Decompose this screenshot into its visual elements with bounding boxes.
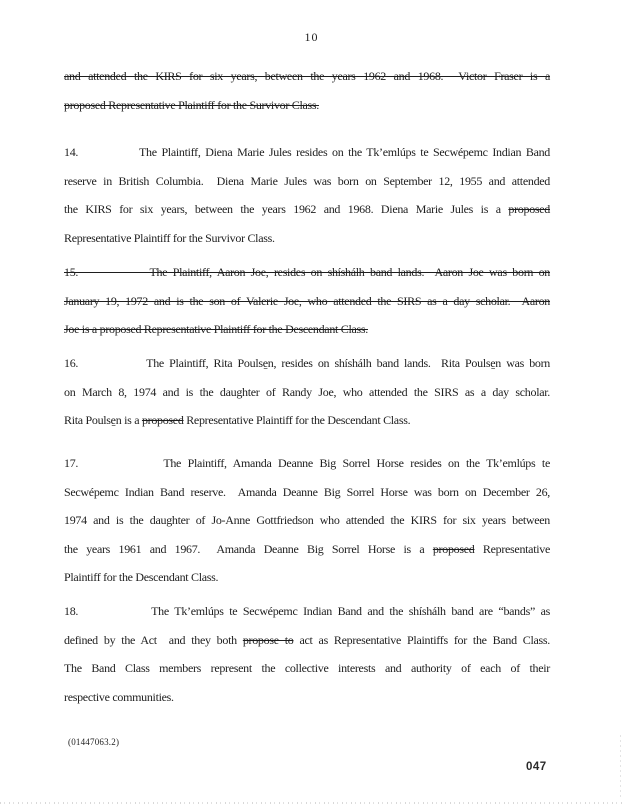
struck-text-run: 15. The Plaintiff, Aaron Joe, resides on shíshálh band lands. Aaron Joe was born on xyxy=(64,265,550,279)
text-line xyxy=(64,287,550,316)
struck-text-run: proposed Representative Plaintiff for the Survivor Class. xyxy=(64,97,319,112)
text-run: the years 1961 and 1967. Amanda Deanne Big Sorrel Horse is a xyxy=(64,541,433,556)
text-line xyxy=(64,654,550,683)
paragraph-17 xyxy=(64,449,550,592)
text-line xyxy=(64,449,550,478)
bates-stamp-number: 047 xyxy=(526,761,547,773)
text-line xyxy=(64,378,550,407)
text-line xyxy=(64,406,550,435)
text-run: Representative xyxy=(474,541,550,556)
paragraph-15-struck xyxy=(64,258,550,344)
text-line xyxy=(64,683,550,712)
page-number: 10 xyxy=(304,30,319,44)
footer-document-id: (01447063.2) xyxy=(68,737,120,747)
struck-text-run: and attended the KIRS for six years, between the years 1962 and 1968. Victor Fraser is a xyxy=(64,69,550,83)
paragraph-18 xyxy=(64,597,550,711)
text-run: 17. The Plaintiff, Amanda Deanne Big Sorrel Horse resides on the Tk’emlúps te xyxy=(64,456,550,470)
text-run: the KIRS for six years, between the years 1962 and 1968. Diena Marie Jules is a xyxy=(64,202,509,216)
text-line xyxy=(64,349,550,378)
paragraph-14 xyxy=(64,138,550,252)
text-run: reserve in British Columbia. Diena Marie Jules was born on September 12, 1955 and attended xyxy=(64,173,550,188)
text-line xyxy=(64,626,550,655)
text-run: 1974 and is the daughter of Jo-Anne Gottfriedson who attended the KIRS for six years between xyxy=(64,513,550,527)
text-line xyxy=(64,138,550,167)
text-run: Plaintiff for the Descendant Class. xyxy=(64,570,219,584)
text-line xyxy=(64,315,550,344)
struck-text-run: proposed xyxy=(141,413,184,427)
text-run: 16. The Plaintiff, Rita Poulse̱n, resides on shíshálh band lands. Rita Poulse̱n was born xyxy=(64,356,550,370)
text-line xyxy=(64,62,550,91)
struck-text-run: January 19, 1972 and is the son of Valerie Joe, who attended the SIRS as a day scholar. Aaron xyxy=(64,293,550,308)
paragraph-13-continuation-struck xyxy=(64,62,550,119)
text-line xyxy=(64,167,550,196)
text-run: Secwépemc Indian Band reserve. Amanda Deanne Big Sorrel Horse was born on December 26, xyxy=(64,484,550,499)
paragraph-16 xyxy=(64,349,550,435)
text-line xyxy=(64,91,550,120)
text-run: 14. The Plaintiff, Diena Marie Jules resides on the Tk’emlúps te Secwépemc Indian Band xyxy=(64,145,550,159)
text-line xyxy=(64,597,550,626)
text-line xyxy=(64,258,550,287)
text-run: The Band Class members represent the collective interests and authority of each of their xyxy=(64,661,550,675)
scan-artifact-right-edge xyxy=(620,735,621,800)
text-line xyxy=(64,506,550,535)
struck-text-run: propose to xyxy=(242,632,294,647)
struck-text-run: proposed xyxy=(432,541,475,556)
text-run: Rita Poulse̱n is a xyxy=(64,413,142,427)
text-run: 18. The Tk’emlúps te Secwépemc Indian Band and the shíshálh band are “bands” as xyxy=(64,604,550,618)
text-line xyxy=(64,563,550,592)
text-run: defined by the Act and they both xyxy=(64,632,243,647)
text-run: respective communities. xyxy=(64,689,174,704)
text-line xyxy=(64,535,550,564)
text-run: Representative Plaintiff for the Survivor Class. xyxy=(64,230,275,245)
struck-text-run: Joe is a proposed Representative Plaintiff for the Descendant Class. xyxy=(64,322,368,336)
text-run: on March 8, 1974 and is the daughter of Randy Joe, who attended the SIRS as a day scholar. xyxy=(64,384,550,399)
text-run: act as Representative Plaintiffs for the Band Class. xyxy=(293,632,550,647)
text-line xyxy=(64,195,550,224)
text-line xyxy=(64,478,550,507)
struck-text-run: proposed xyxy=(508,202,550,216)
text-line xyxy=(64,224,550,253)
scan-artifact-bottom-edge xyxy=(0,802,623,804)
text-run: Representative Plaintiff for the Descendant Class. xyxy=(183,413,411,427)
